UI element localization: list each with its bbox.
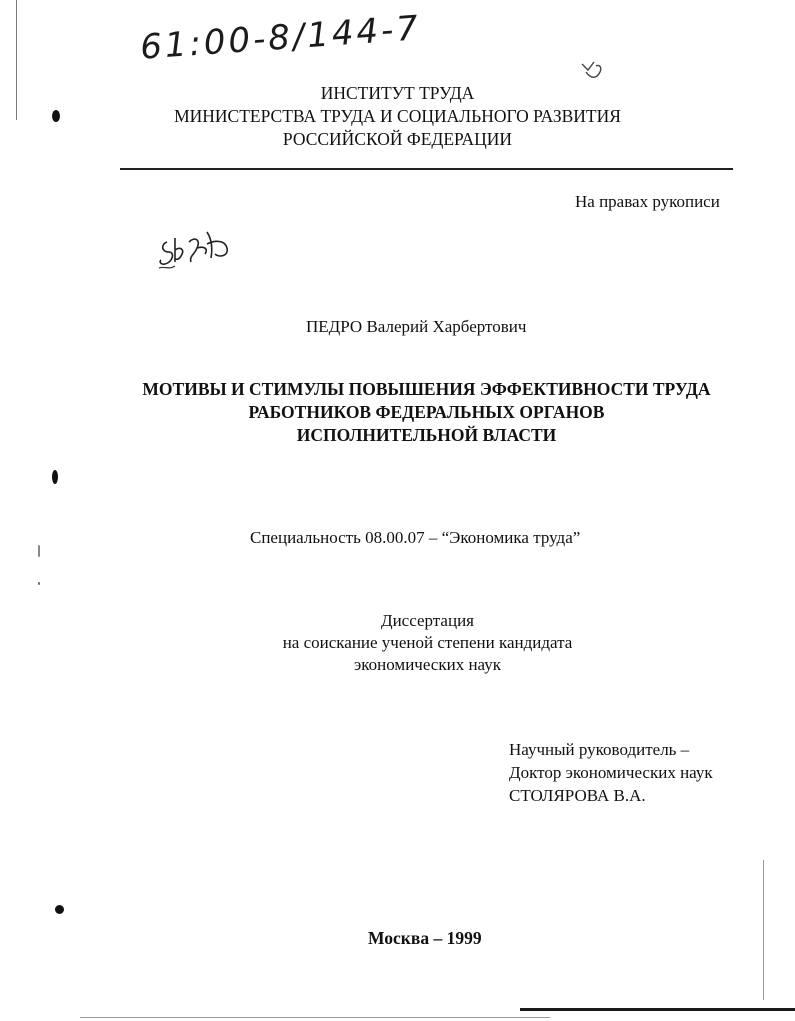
scan-edge-right bbox=[763, 860, 764, 1000]
ministry-name: МИНИСТЕРСТВА ТРУДА И СОЦИАЛЬНОГО РАЗВИТИЯ bbox=[174, 106, 621, 126]
degree-line-1: Диссертация bbox=[380, 611, 474, 630]
title-line-1: МОТИВЫ И СТИМУЛЫ ПОВЫШЕНИЯ ЭФФЕКТИВНОСТИ ТРУДА bbox=[142, 379, 711, 399]
title-line-2: РАБОТНИКОВ ФЕДЕРАЛЬНЫХ ОРГАНОВ bbox=[248, 402, 605, 422]
degree-line-2: на соискание ученой степени кандидата bbox=[282, 633, 573, 652]
institute-name: ИНСТИТУТ ТРУДА bbox=[320, 83, 475, 103]
institute-header bbox=[0, 82, 795, 151]
scan-dust bbox=[38, 545, 40, 557]
author-name: ПЕДРО Валерий Харбертович bbox=[306, 317, 527, 336]
header-divider bbox=[120, 168, 733, 170]
supervisor-label: Научный руководитель – bbox=[509, 740, 690, 759]
supervisor-block bbox=[509, 738, 713, 807]
handwritten-archive-code: 61:00-8/144-7 bbox=[138, 8, 423, 68]
supervisor-name: СТОЛЯРОВА В.А. bbox=[509, 786, 646, 805]
city-year: Москва – 1999 bbox=[368, 928, 482, 948]
scan-edge-bottom-faint bbox=[80, 1017, 550, 1018]
manuscript-note: На правах рукописи bbox=[575, 192, 720, 211]
handwritten-signature bbox=[155, 228, 235, 278]
degree-statement bbox=[265, 610, 590, 676]
specialty: Специальность 08.00.07 – “Экономика труда” bbox=[250, 528, 581, 547]
scan-dust bbox=[38, 582, 40, 585]
dissertation-title bbox=[0, 378, 795, 447]
supervisor-degree: Доктор экономических наук bbox=[509, 763, 713, 782]
corner-mark-glyph bbox=[578, 58, 606, 84]
binding-hole-mark bbox=[52, 470, 58, 484]
degree-line-3: экономических наук bbox=[353, 655, 502, 674]
binding-hole-mark bbox=[55, 905, 64, 914]
scan-edge-bottom bbox=[520, 1008, 795, 1011]
title-line-3: ИСПОЛНИТЕЛЬНОЙ ВЛАСТИ bbox=[296, 425, 557, 445]
federation-name: РОССИЙСКОЙ ФЕДЕРАЦИИ bbox=[282, 129, 513, 149]
